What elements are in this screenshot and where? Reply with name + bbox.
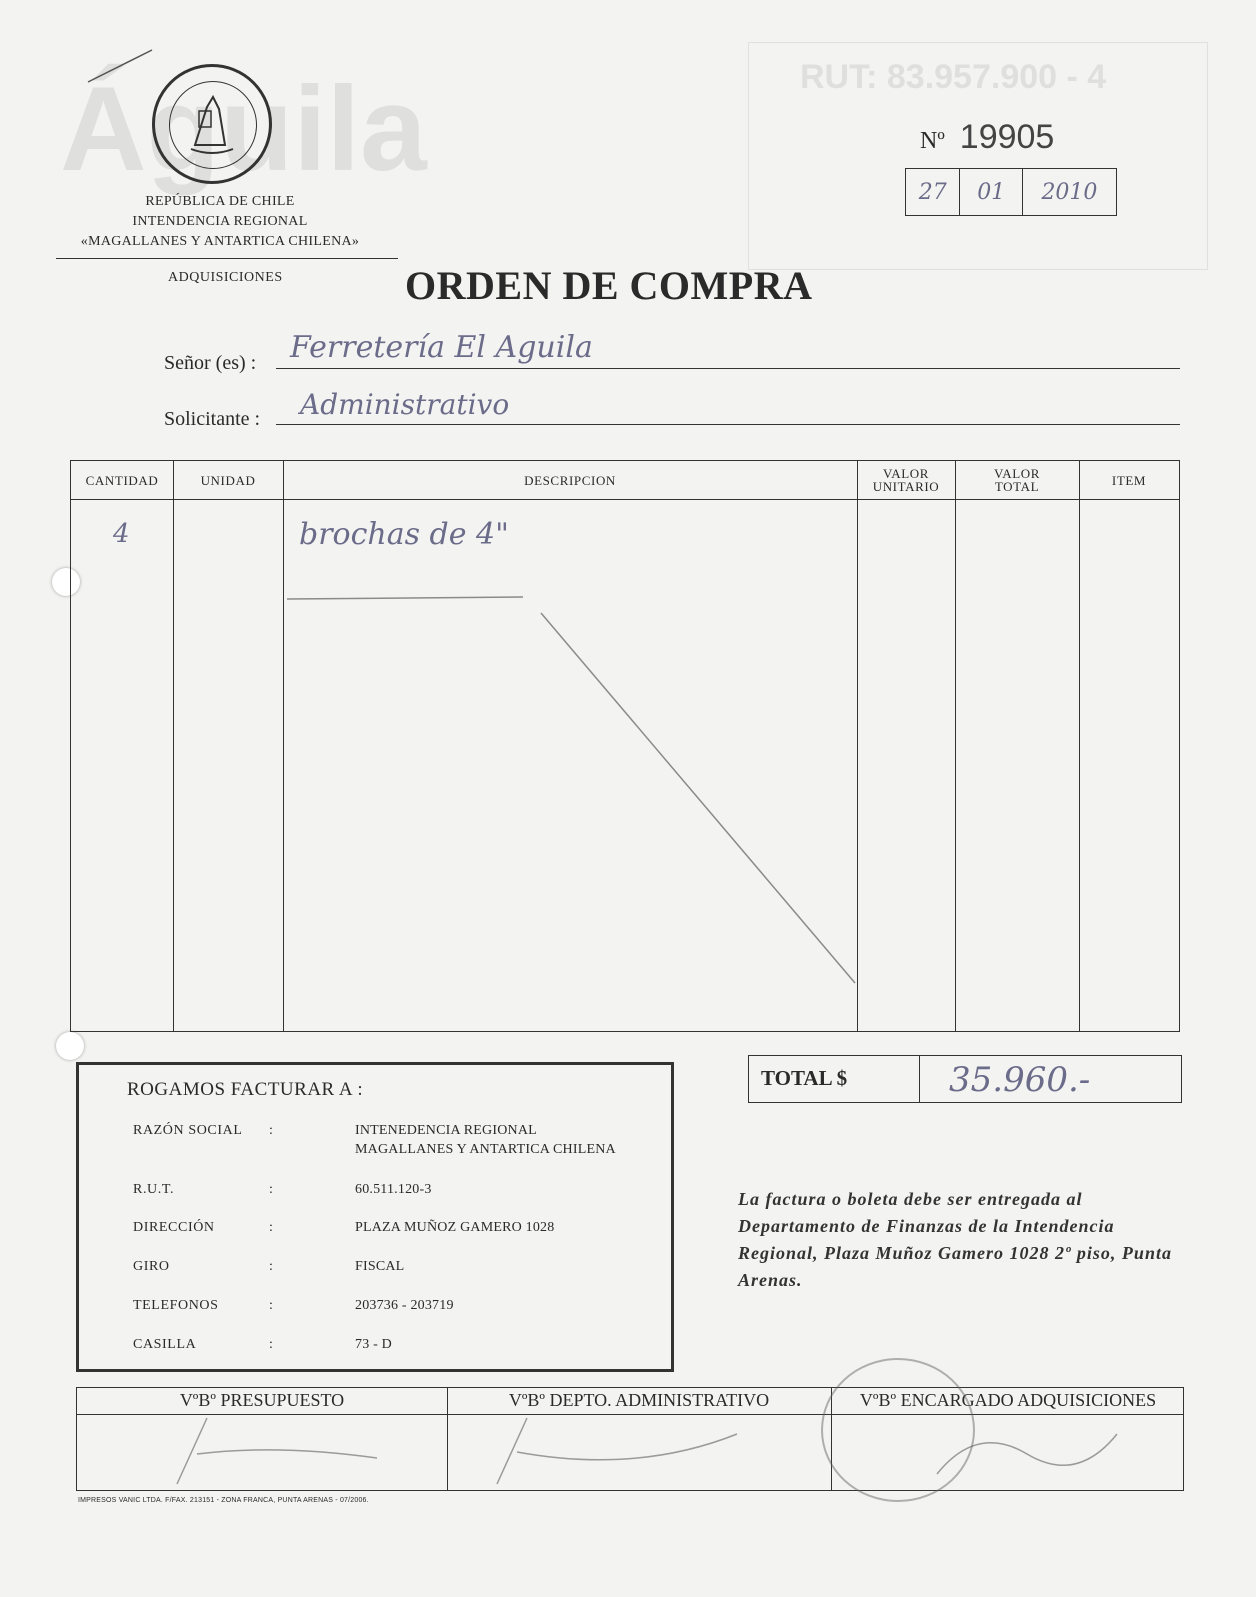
header-valor-unitario	[857, 461, 955, 499]
signature-adquisiciones: VºBº ENCARGADO ADQUISICIONES	[859, 1390, 1157, 1410]
signature-presupuesto: VºBº PRESUPUESTO	[179, 1390, 345, 1410]
pen-mark-icon	[86, 46, 156, 86]
header-valor-total	[955, 461, 1079, 499]
items-table	[70, 460, 1180, 1032]
header-cantidad: CANTIDAD	[85, 472, 159, 488]
billing-value-rut: 60.511.120-3	[355, 1182, 432, 1197]
adquisiciones-stamp-icon	[821, 1358, 975, 1502]
row-cantidad[interactable]: 4	[113, 519, 130, 549]
billing-value-direccion: PLAZA MUÑOZ GAMERO 1028	[355, 1220, 555, 1235]
order-number-label: Nº	[920, 128, 945, 154]
billing-label-razon: RAZÓN SOCIAL	[133, 1123, 243, 1138]
total-divider	[919, 1056, 920, 1102]
order-number	[920, 118, 1054, 157]
senor-label: Señor (es) :	[164, 352, 257, 374]
invoice-note: La factura o boleta debe ser entregada al Departamento de Finanzas de la Intendencia Regional, Plaza Muñoz Gamero 1028 2º piso, Punta Arenas.	[738, 1189, 1172, 1290]
col-divider	[955, 461, 956, 1031]
header-republica: REPÚBLICA DE CHILE	[145, 194, 295, 209]
col-divider	[1079, 461, 1080, 1031]
billing-colon: :	[269, 1182, 273, 1197]
billing-label-giro: GIRO	[133, 1259, 170, 1274]
senor-field[interactable]: Ferretería El Aguila	[290, 330, 593, 365]
billing-label-direccion: DIRECCIÓN	[133, 1220, 215, 1235]
watermark-rut: RUT: 83.957.900 - 4	[800, 58, 1107, 96]
billing-value-giro: FISCAL	[355, 1259, 405, 1274]
solicitante-field[interactable]: Administrativo	[300, 388, 510, 421]
date-month[interactable]: 01	[960, 169, 1022, 215]
header-valor-total-line1: VALOR	[993, 466, 1041, 481]
billing-label-telefonos: TELEFONOS	[133, 1298, 219, 1313]
punch-hole-bottom	[56, 1032, 84, 1060]
billing-box	[76, 1062, 674, 1372]
handwritten-signatures-icon	[77, 1414, 1183, 1490]
billing-value-telefonos: 203736 - 203719	[355, 1298, 454, 1313]
header-region: «MAGALLANES Y ANTARTICA CHILENA»	[80, 234, 360, 249]
billing-value-razon-1: INTENEDENCIA REGIONAL	[355, 1123, 537, 1138]
header-descripcion: DESCRIPCION	[524, 472, 616, 488]
billing-label-casilla: CASILLA	[133, 1337, 197, 1352]
header-valor-unitario-line1: VALOR	[882, 466, 930, 481]
billing-colon: :	[269, 1123, 273, 1138]
billing-colon: :	[269, 1259, 273, 1274]
solicitante-label: Solicitante :	[164, 408, 261, 430]
printer-footer: IMPRESOS VANIC LTDA. F/FAX. 213151 - ZONA FRANCA, PUNTA ARENAS - 07/2006.	[78, 1497, 369, 1504]
page-title: ORDEN DE COMPRA	[405, 263, 813, 308]
header-department: ADQUISICIONES	[168, 270, 283, 285]
billing-title: ROGAMOS FACTURAR A :	[127, 1079, 364, 1100]
billing-value-razon-2: MAGALLANES Y ANTARTICA CHILENA	[355, 1142, 616, 1157]
header-divider	[56, 258, 398, 259]
total-box	[748, 1055, 1182, 1103]
header-item: ITEM	[1111, 472, 1147, 488]
signature-table	[76, 1387, 1184, 1491]
senor-line	[276, 368, 1180, 369]
header-valor-total-line2: TOTAL	[994, 479, 1040, 494]
strike-line-icon	[283, 591, 863, 991]
billing-label-rut: R.U.T.	[133, 1182, 175, 1197]
row-descripcion[interactable]: brochas de 4"	[299, 517, 509, 552]
regional-seal-icon	[152, 64, 272, 184]
billing-colon: :	[269, 1220, 273, 1235]
total-value[interactable]: 35.960.-	[949, 1060, 1091, 1100]
billing-colon: :	[269, 1298, 273, 1313]
billing-colon: :	[269, 1337, 273, 1352]
date-day[interactable]: 27	[906, 169, 960, 215]
signature-depto: VºBº DEPTO. ADMINISTRATIVO	[508, 1390, 770, 1410]
table-header-divider	[71, 499, 1179, 500]
solicitante-line	[276, 424, 1180, 425]
date-box	[905, 168, 1117, 216]
col-divider	[173, 461, 174, 1031]
header-unidad: UNIDAD	[200, 472, 256, 488]
order-number-value: 19905	[959, 118, 1055, 156]
billing-value-casilla: 73 - D	[355, 1337, 392, 1352]
total-label: TOTAL $	[761, 1066, 848, 1090]
header-intendencia: INTENDENCIA REGIONAL	[132, 214, 308, 229]
date-year[interactable]: 2010	[1041, 179, 1098, 205]
watermark-logo: Águila	[60, 62, 427, 196]
header-valor-unitario-line2: UNITARIO	[872, 479, 940, 494]
